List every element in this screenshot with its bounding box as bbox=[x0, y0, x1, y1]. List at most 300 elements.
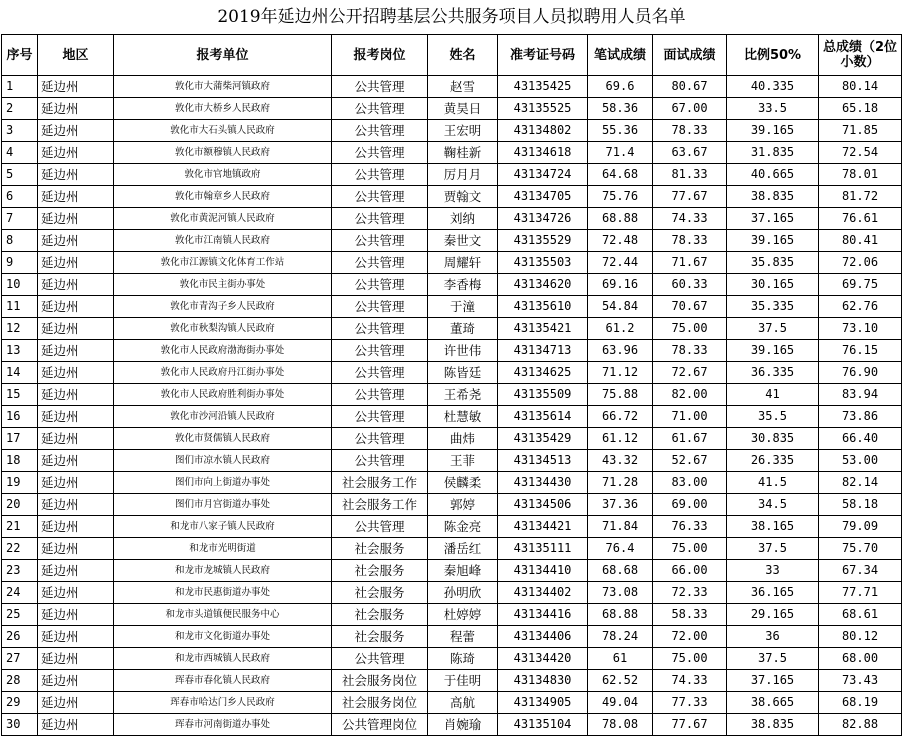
cell-total-score: 58.18 bbox=[819, 494, 902, 516]
cell-position: 社会服务工作 bbox=[332, 472, 428, 494]
table-row bbox=[2, 274, 902, 296]
cell-index: 4 bbox=[2, 142, 38, 164]
cell-position: 公共管理 bbox=[332, 274, 428, 296]
cell-interview-score: 78.33 bbox=[653, 120, 727, 142]
cell-position: 公共管理 bbox=[332, 428, 428, 450]
cell-exam-id: 43135425 bbox=[498, 76, 588, 98]
table-row bbox=[2, 714, 902, 736]
cell-total-score: 82.88 bbox=[819, 714, 902, 736]
cell-region: 延边州 bbox=[38, 406, 114, 428]
cell-total-score: 73.43 bbox=[819, 670, 902, 692]
cell-exam-id: 43135111 bbox=[498, 538, 588, 560]
table-row bbox=[2, 560, 902, 582]
cell-name: 王希尧 bbox=[428, 384, 498, 406]
cell-ratio: 29.165 bbox=[727, 604, 819, 626]
cell-name: 陈金亮 bbox=[428, 516, 498, 538]
cell-written-score: 58.36 bbox=[588, 98, 653, 120]
cell-ratio: 36.165 bbox=[727, 582, 819, 604]
table-row bbox=[2, 76, 902, 98]
cell-unit: 和龙市八家子镇人民政府 bbox=[114, 516, 332, 538]
cell-unit: 敦化市大石头镇人民政府 bbox=[114, 120, 332, 142]
cell-written-score: 75.76 bbox=[588, 186, 653, 208]
cell-unit: 珲春市春化镇人民政府 bbox=[114, 670, 332, 692]
cell-region: 延边州 bbox=[38, 384, 114, 406]
cell-index: 12 bbox=[2, 318, 38, 340]
cell-name: 杜婷婷 bbox=[428, 604, 498, 626]
cell-position: 公共管理 bbox=[332, 384, 428, 406]
cell-interview-score: 71.67 bbox=[653, 252, 727, 274]
cell-exam-id: 43134830 bbox=[498, 670, 588, 692]
header-total-score: 总成绩（2位小数） bbox=[819, 35, 902, 76]
header-unit: 报考单位 bbox=[114, 35, 332, 76]
cell-name: 王宏明 bbox=[428, 120, 498, 142]
cell-region: 延边州 bbox=[38, 76, 114, 98]
cell-name: 贾翰文 bbox=[428, 186, 498, 208]
cell-total-score: 79.09 bbox=[819, 516, 902, 538]
cell-position: 公共管理 bbox=[332, 362, 428, 384]
table-row bbox=[2, 406, 902, 428]
cell-region: 延边州 bbox=[38, 208, 114, 230]
cell-written-score: 73.08 bbox=[588, 582, 653, 604]
cell-written-score: 49.04 bbox=[588, 692, 653, 714]
table-row bbox=[2, 450, 902, 472]
table-row bbox=[2, 252, 902, 274]
cell-index: 27 bbox=[2, 648, 38, 670]
cell-interview-score: 60.33 bbox=[653, 274, 727, 296]
cell-total-score: 80.41 bbox=[819, 230, 902, 252]
cell-unit: 图们市凉水镇人民政府 bbox=[114, 450, 332, 472]
cell-index: 3 bbox=[2, 120, 38, 142]
cell-region: 延边州 bbox=[38, 98, 114, 120]
header-interview-score: 面试成绩 bbox=[653, 35, 727, 76]
cell-name: 郭婷 bbox=[428, 494, 498, 516]
cell-region: 延边州 bbox=[38, 538, 114, 560]
cell-total-score: 62.76 bbox=[819, 296, 902, 318]
cell-ratio: 40.665 bbox=[727, 164, 819, 186]
cell-index: 23 bbox=[2, 560, 38, 582]
cell-position: 社会服务 bbox=[332, 626, 428, 648]
cell-index: 7 bbox=[2, 208, 38, 230]
cell-exam-id: 43135509 bbox=[498, 384, 588, 406]
cell-ratio: 38.665 bbox=[727, 692, 819, 714]
cell-position: 社会服务工作 bbox=[332, 494, 428, 516]
cell-ratio: 30.165 bbox=[727, 274, 819, 296]
cell-total-score: 77.71 bbox=[819, 582, 902, 604]
cell-name: 陈皆廷 bbox=[428, 362, 498, 384]
cell-written-score: 66.72 bbox=[588, 406, 653, 428]
cell-written-score: 43.32 bbox=[588, 450, 653, 472]
cell-index: 14 bbox=[2, 362, 38, 384]
cell-ratio: 33 bbox=[727, 560, 819, 582]
cell-total-score: 76.90 bbox=[819, 362, 902, 384]
cell-index: 21 bbox=[2, 516, 38, 538]
cell-total-score: 78.01 bbox=[819, 164, 902, 186]
cell-region: 延边州 bbox=[38, 626, 114, 648]
cell-written-score: 64.68 bbox=[588, 164, 653, 186]
cell-ratio: 39.165 bbox=[727, 120, 819, 142]
cell-exam-id: 43134406 bbox=[498, 626, 588, 648]
cell-name: 高航 bbox=[428, 692, 498, 714]
cell-ratio: 40.335 bbox=[727, 76, 819, 98]
cell-exam-id: 43134513 bbox=[498, 450, 588, 472]
cell-position: 公共管理 bbox=[332, 164, 428, 186]
cell-unit: 敦化市人民政府胜利街办事处 bbox=[114, 384, 332, 406]
cell-position: 社会服务 bbox=[332, 560, 428, 582]
cell-interview-score: 76.33 bbox=[653, 516, 727, 538]
cell-exam-id: 43134430 bbox=[498, 472, 588, 494]
cell-unit: 敦化市秋梨沟镇人民政府 bbox=[114, 318, 332, 340]
cell-region: 延边州 bbox=[38, 340, 114, 362]
cell-name: 王菲 bbox=[428, 450, 498, 472]
cell-interview-score: 71.00 bbox=[653, 406, 727, 428]
cell-total-score: 68.61 bbox=[819, 604, 902, 626]
cell-name: 赵雪 bbox=[428, 76, 498, 98]
cell-interview-score: 70.67 bbox=[653, 296, 727, 318]
cell-name: 肖婉瑜 bbox=[428, 714, 498, 736]
cell-interview-score: 72.00 bbox=[653, 626, 727, 648]
cell-interview-score: 77.33 bbox=[653, 692, 727, 714]
cell-position: 公共管理 bbox=[332, 296, 428, 318]
cell-written-score: 61.2 bbox=[588, 318, 653, 340]
cell-total-score: 75.70 bbox=[819, 538, 902, 560]
cell-exam-id: 43134620 bbox=[498, 274, 588, 296]
cell-position: 公共管理 bbox=[332, 318, 428, 340]
cell-region: 延边州 bbox=[38, 450, 114, 472]
cell-name: 程蕾 bbox=[428, 626, 498, 648]
table-row bbox=[2, 362, 902, 384]
cell-index: 20 bbox=[2, 494, 38, 516]
cell-total-score: 68.00 bbox=[819, 648, 902, 670]
cell-position: 社会服务 bbox=[332, 538, 428, 560]
table-row bbox=[2, 692, 902, 714]
cell-written-score: 68.88 bbox=[588, 208, 653, 230]
cell-name: 孙明欣 bbox=[428, 582, 498, 604]
cell-ratio: 36 bbox=[727, 626, 819, 648]
cell-exam-id: 43135421 bbox=[498, 318, 588, 340]
cell-written-score: 69.6 bbox=[588, 76, 653, 98]
table-row bbox=[2, 428, 902, 450]
cell-name: 曲炜 bbox=[428, 428, 498, 450]
cell-interview-score: 82.00 bbox=[653, 384, 727, 406]
cell-interview-score: 61.67 bbox=[653, 428, 727, 450]
cell-written-score: 72.44 bbox=[588, 252, 653, 274]
cell-name: 许世伟 bbox=[428, 340, 498, 362]
cell-written-score: 78.24 bbox=[588, 626, 653, 648]
cell-name: 秦旭峰 bbox=[428, 560, 498, 582]
cell-region: 延边州 bbox=[38, 516, 114, 538]
cell-exam-id: 43134705 bbox=[498, 186, 588, 208]
cell-region: 延边州 bbox=[38, 186, 114, 208]
cell-written-score: 76.4 bbox=[588, 538, 653, 560]
cell-exam-id: 43135614 bbox=[498, 406, 588, 428]
cell-ratio: 36.335 bbox=[727, 362, 819, 384]
cell-region: 延边州 bbox=[38, 296, 114, 318]
cell-position: 社会服务岗位 bbox=[332, 670, 428, 692]
cell-unit: 敦化市青沟子乡人民政府 bbox=[114, 296, 332, 318]
cell-interview-score: 67.00 bbox=[653, 98, 727, 120]
cell-exam-id: 43134416 bbox=[498, 604, 588, 626]
cell-exam-id: 43134618 bbox=[498, 142, 588, 164]
cell-name: 陈琦 bbox=[428, 648, 498, 670]
cell-index: 1 bbox=[2, 76, 38, 98]
cell-ratio: 37.5 bbox=[727, 318, 819, 340]
cell-region: 延边州 bbox=[38, 714, 114, 736]
cell-total-score: 53.00 bbox=[819, 450, 902, 472]
cell-unit: 图们市向上街道办事处 bbox=[114, 472, 332, 494]
cell-interview-score: 58.33 bbox=[653, 604, 727, 626]
cell-ratio: 37.5 bbox=[727, 538, 819, 560]
cell-interview-score: 80.67 bbox=[653, 76, 727, 98]
cell-written-score: 71.12 bbox=[588, 362, 653, 384]
cell-total-score: 80.12 bbox=[819, 626, 902, 648]
cell-interview-score: 72.33 bbox=[653, 582, 727, 604]
cell-unit: 敦化市民主街办事处 bbox=[114, 274, 332, 296]
cell-written-score: 63.96 bbox=[588, 340, 653, 362]
cell-total-score: 76.61 bbox=[819, 208, 902, 230]
cell-region: 延边州 bbox=[38, 692, 114, 714]
cell-exam-id: 43134713 bbox=[498, 340, 588, 362]
cell-unit: 和龙市民惠街道办事处 bbox=[114, 582, 332, 604]
cell-position: 公共管理 bbox=[332, 186, 428, 208]
cell-exam-id: 43135503 bbox=[498, 252, 588, 274]
cell-ratio: 37.165 bbox=[727, 208, 819, 230]
cell-written-score: 75.88 bbox=[588, 384, 653, 406]
cell-index: 30 bbox=[2, 714, 38, 736]
cell-interview-score: 74.33 bbox=[653, 670, 727, 692]
cell-position: 公共管理 bbox=[332, 120, 428, 142]
cell-unit: 和龙市西城镇人民政府 bbox=[114, 648, 332, 670]
table-row bbox=[2, 142, 902, 164]
cell-index: 29 bbox=[2, 692, 38, 714]
cell-position: 公共管理 bbox=[332, 648, 428, 670]
cell-unit: 敦化市翰章乡人民政府 bbox=[114, 186, 332, 208]
results-table bbox=[1, 34, 902, 736]
cell-name: 于佳明 bbox=[428, 670, 498, 692]
cell-interview-score: 69.00 bbox=[653, 494, 727, 516]
cell-written-score: 54.84 bbox=[588, 296, 653, 318]
cell-unit: 珲春市哈达门乡人民政府 bbox=[114, 692, 332, 714]
cell-unit: 敦化市江南镇人民政府 bbox=[114, 230, 332, 252]
cell-index: 24 bbox=[2, 582, 38, 604]
cell-written-score: 55.36 bbox=[588, 120, 653, 142]
table-row bbox=[2, 604, 902, 626]
cell-interview-score: 72.67 bbox=[653, 362, 727, 384]
cell-ratio: 34.5 bbox=[727, 494, 819, 516]
cell-written-score: 61.12 bbox=[588, 428, 653, 450]
cell-exam-id: 43135529 bbox=[498, 230, 588, 252]
cell-index: 25 bbox=[2, 604, 38, 626]
table-row bbox=[2, 120, 902, 142]
table-row bbox=[2, 472, 902, 494]
cell-ratio: 37.165 bbox=[727, 670, 819, 692]
cell-interview-score: 66.00 bbox=[653, 560, 727, 582]
cell-exam-id: 43134802 bbox=[498, 120, 588, 142]
cell-region: 延边州 bbox=[38, 472, 114, 494]
table-row bbox=[2, 494, 902, 516]
cell-name: 于潼 bbox=[428, 296, 498, 318]
cell-total-score: 83.94 bbox=[819, 384, 902, 406]
cell-total-score: 68.19 bbox=[819, 692, 902, 714]
cell-written-score: 71.84 bbox=[588, 516, 653, 538]
cell-total-score: 82.14 bbox=[819, 472, 902, 494]
cell-total-score: 73.10 bbox=[819, 318, 902, 340]
cell-exam-id: 43134625 bbox=[498, 362, 588, 384]
cell-position: 公共管理 bbox=[332, 230, 428, 252]
cell-exam-id: 43134726 bbox=[498, 208, 588, 230]
cell-total-score: 72.54 bbox=[819, 142, 902, 164]
cell-exam-id: 43135525 bbox=[498, 98, 588, 120]
cell-position: 公共管理 bbox=[332, 406, 428, 428]
cell-exam-id: 43134420 bbox=[498, 648, 588, 670]
cell-total-score: 69.75 bbox=[819, 274, 902, 296]
cell-region: 延边州 bbox=[38, 362, 114, 384]
cell-region: 延边州 bbox=[38, 120, 114, 142]
cell-written-score: 72.48 bbox=[588, 230, 653, 252]
cell-name: 鞠桂新 bbox=[428, 142, 498, 164]
cell-position: 社会服务岗位 bbox=[332, 692, 428, 714]
cell-ratio: 38.835 bbox=[727, 714, 819, 736]
cell-index: 26 bbox=[2, 626, 38, 648]
cell-index: 19 bbox=[2, 472, 38, 494]
table-row bbox=[2, 340, 902, 362]
table-row bbox=[2, 98, 902, 120]
cell-exam-id: 43134402 bbox=[498, 582, 588, 604]
cell-index: 13 bbox=[2, 340, 38, 362]
cell-name: 厉月月 bbox=[428, 164, 498, 186]
cell-total-score: 71.85 bbox=[819, 120, 902, 142]
cell-index: 2 bbox=[2, 98, 38, 120]
cell-unit: 敦化市江源镇文化体育工作站 bbox=[114, 252, 332, 274]
cell-name: 周耀轩 bbox=[428, 252, 498, 274]
cell-exam-id: 43134410 bbox=[498, 560, 588, 582]
document-title: 2019年延边州公开招聘基层公共服务项目人员拟聘用人员名单 bbox=[217, 7, 686, 27]
cell-region: 延边州 bbox=[38, 428, 114, 450]
cell-unit: 敦化市沙河沿镇人民政府 bbox=[114, 406, 332, 428]
cell-written-score: 68.68 bbox=[588, 560, 653, 582]
header-ratio: 比例50% bbox=[727, 35, 819, 76]
cell-unit: 敦化市大桥乡人民政府 bbox=[114, 98, 332, 120]
cell-unit: 珲春市河南街道办事处 bbox=[114, 714, 332, 736]
cell-position: 公共管理 bbox=[332, 252, 428, 274]
cell-total-score: 81.72 bbox=[819, 186, 902, 208]
cell-written-score: 62.52 bbox=[588, 670, 653, 692]
cell-interview-score: 74.33 bbox=[653, 208, 727, 230]
cell-unit: 敦化市人民政府丹江街办事处 bbox=[114, 362, 332, 384]
cell-index: 6 bbox=[2, 186, 38, 208]
cell-index: 11 bbox=[2, 296, 38, 318]
cell-exam-id: 43135104 bbox=[498, 714, 588, 736]
cell-unit: 和龙市龙城镇人民政府 bbox=[114, 560, 332, 582]
cell-total-score: 80.14 bbox=[819, 76, 902, 98]
cell-unit: 敦化市额穆镇人民政府 bbox=[114, 142, 332, 164]
table-row bbox=[2, 648, 902, 670]
cell-name: 杜慧敏 bbox=[428, 406, 498, 428]
cell-total-score: 76.15 bbox=[819, 340, 902, 362]
cell-ratio: 35.335 bbox=[727, 296, 819, 318]
cell-index: 22 bbox=[2, 538, 38, 560]
cell-region: 延边州 bbox=[38, 670, 114, 692]
cell-name: 黄昊日 bbox=[428, 98, 498, 120]
table-row bbox=[2, 626, 902, 648]
cell-exam-id: 43134905 bbox=[498, 692, 588, 714]
cell-interview-score: 75.00 bbox=[653, 318, 727, 340]
cell-region: 延边州 bbox=[38, 274, 114, 296]
cell-interview-score: 83.00 bbox=[653, 472, 727, 494]
table-row bbox=[2, 582, 902, 604]
header-region: 地区 bbox=[38, 35, 114, 76]
cell-exam-id: 43134724 bbox=[498, 164, 588, 186]
cell-position: 社会服务 bbox=[332, 582, 428, 604]
cell-ratio: 35.835 bbox=[727, 252, 819, 274]
cell-position: 公共管理 bbox=[332, 516, 428, 538]
table-header-row bbox=[2, 35, 902, 76]
cell-name: 李香梅 bbox=[428, 274, 498, 296]
cell-written-score: 78.08 bbox=[588, 714, 653, 736]
cell-region: 延边州 bbox=[38, 648, 114, 670]
header-name: 姓名 bbox=[428, 35, 498, 76]
cell-name: 潘岳红 bbox=[428, 538, 498, 560]
cell-index: 15 bbox=[2, 384, 38, 406]
cell-interview-score: 77.67 bbox=[653, 714, 727, 736]
table-row bbox=[2, 164, 902, 186]
cell-interview-score: 78.33 bbox=[653, 230, 727, 252]
cell-unit: 敦化市人民政府渤海街办事处 bbox=[114, 340, 332, 362]
cell-ratio: 26.335 bbox=[727, 450, 819, 472]
cell-exam-id: 43135610 bbox=[498, 296, 588, 318]
cell-ratio: 33.5 bbox=[727, 98, 819, 120]
cell-ratio: 35.5 bbox=[727, 406, 819, 428]
header-index: 序号 bbox=[2, 35, 38, 76]
cell-interview-score: 81.33 bbox=[653, 164, 727, 186]
cell-written-score: 71.28 bbox=[588, 472, 653, 494]
table-row bbox=[2, 516, 902, 538]
cell-index: 16 bbox=[2, 406, 38, 428]
cell-total-score: 65.18 bbox=[819, 98, 902, 120]
cell-index: 8 bbox=[2, 230, 38, 252]
cell-total-score: 66.40 bbox=[819, 428, 902, 450]
cell-unit: 和龙市头道镇便民服务中心 bbox=[114, 604, 332, 626]
cell-ratio: 38.835 bbox=[727, 186, 819, 208]
cell-index: 18 bbox=[2, 450, 38, 472]
table-row bbox=[2, 208, 902, 230]
cell-name: 侯麟柔 bbox=[428, 472, 498, 494]
cell-written-score: 71.4 bbox=[588, 142, 653, 164]
cell-ratio: 31.835 bbox=[727, 142, 819, 164]
cell-ratio: 41 bbox=[727, 384, 819, 406]
cell-unit: 敦化市官地镇政府 bbox=[114, 164, 332, 186]
table-body bbox=[2, 76, 902, 736]
cell-total-score: 73.86 bbox=[819, 406, 902, 428]
header-written-score: 笔试成绩 bbox=[588, 35, 653, 76]
cell-region: 延边州 bbox=[38, 318, 114, 340]
cell-ratio: 39.165 bbox=[727, 340, 819, 362]
header-position: 报考岗位 bbox=[332, 35, 428, 76]
cell-exam-id: 43135429 bbox=[498, 428, 588, 450]
table-row bbox=[2, 670, 902, 692]
table-row bbox=[2, 538, 902, 560]
cell-unit: 敦化市黄泥河镇人民政府 bbox=[114, 208, 332, 230]
cell-index: 5 bbox=[2, 164, 38, 186]
cell-unit: 图们市月宫街道办事处 bbox=[114, 494, 332, 516]
cell-position: 公共管理岗位 bbox=[332, 714, 428, 736]
cell-ratio: 38.165 bbox=[727, 516, 819, 538]
cell-index: 9 bbox=[2, 252, 38, 274]
cell-interview-score: 63.67 bbox=[653, 142, 727, 164]
table-row bbox=[2, 318, 902, 340]
cell-position: 公共管理 bbox=[332, 450, 428, 472]
cell-unit: 和龙市光明街道 bbox=[114, 538, 332, 560]
cell-total-score: 67.34 bbox=[819, 560, 902, 582]
